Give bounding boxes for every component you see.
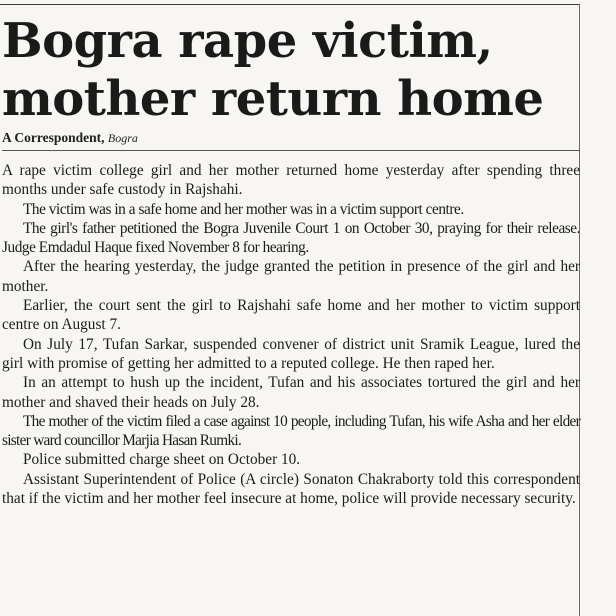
- paragraph: The mother of the victim filed a case against 10 people, including Tufan, his wife Asha and her elder sister ward councillor Marjia Hasan Rumki.: [2, 412, 580, 450]
- byline-divider: [2, 150, 580, 151]
- paragraph: Earlier, the court sent the girl to Rajshahi safe home and her mother to victim support centre on August 7.: [2, 297, 580, 334]
- news-article: [2, 12, 580, 508]
- paragraph: In an attempt to hush up the incident, Tufan and his associates tortured the girl and her mother and shaved their heads on July 28.: [2, 374, 580, 411]
- top-rule: [0, 4, 580, 5]
- headline: Bogra rape victim, mother return home: [2, 13, 544, 127]
- paragraph: The girl's father petitioned the Bogra Juvenile Court 1 on October 30, praying for their release. Judge Emdadul Haque fixed November 8 for hearing.: [2, 219, 580, 257]
- byline-author: A Correspondent,: [2, 130, 105, 145]
- paragraph: Assistant Superintendent of Police (A circle) Sonaton Chakraborty told this correspondent that if the victim and her mother feel insecure at home, police will provide necessary security.: [2, 470, 580, 508]
- article-body: [2, 161, 580, 508]
- paragraph: A rape victim college girl and her mother returned home yesterday after spending three months under safe custody in Rajshahi.: [2, 162, 580, 199]
- paragraph: The victim was in a safe home and her mother was in a victim support centre.: [23, 200, 464, 218]
- paragraph: After the hearing yesterday, the judge granted the petition in presence of the girl and her mother.: [2, 258, 580, 295]
- paragraph: Police submitted charge sheet on October 10.: [23, 451, 301, 469]
- byline: [2, 130, 580, 146]
- paragraph: On July 17, Tufan Sarkar, suspended convener of district unit Sramik League, lured the girl with promise of getting her admitted to a reputed college. He then raped her.: [2, 335, 580, 372]
- byline-location: Bogra: [107, 131, 138, 145]
